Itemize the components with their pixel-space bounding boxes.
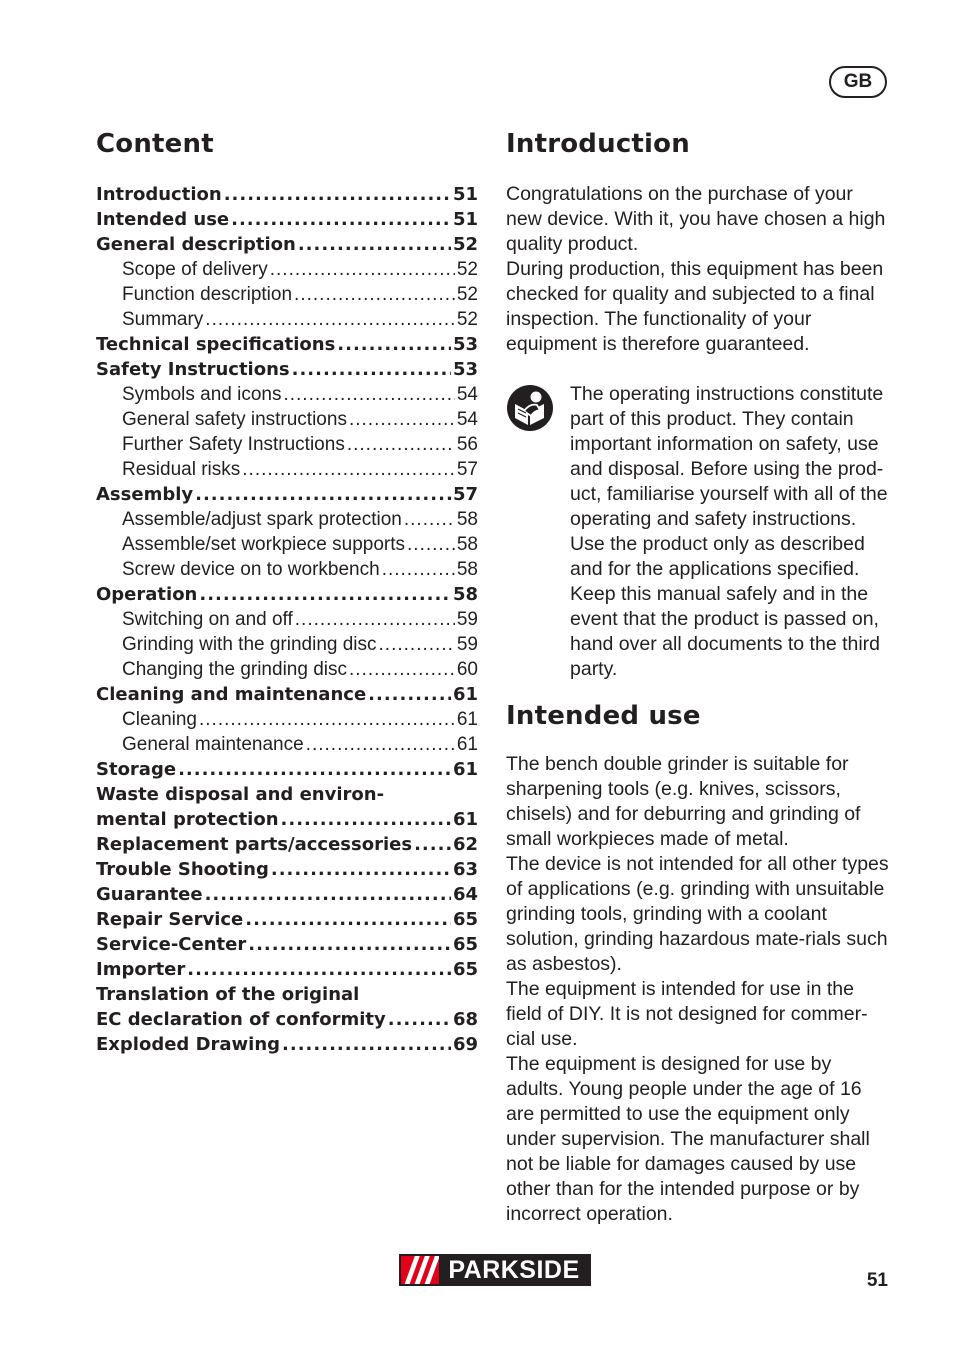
- toc-entry-page: 58: [452, 584, 478, 605]
- toc-entry-title: Cleaning and maintenance: [96, 684, 367, 705]
- toc-entry: [96, 307, 478, 332]
- toc-entry: [96, 682, 478, 707]
- toc-entry-title: Further Safety Instructions: [122, 434, 345, 455]
- toc-entry: [96, 657, 478, 682]
- toc-entry-title: Repair Service: [96, 909, 244, 930]
- toc-entry-page: 54: [456, 409, 478, 430]
- toc-leader-dots: [347, 432, 455, 457]
- toc-entry: [96, 607, 478, 632]
- toc-entry-title: Assemble/adjust spark protection: [122, 509, 402, 530]
- toc-entry-title: Trouble Shooting: [96, 859, 269, 880]
- toc-leader-dots: [298, 232, 451, 257]
- toc-leader-dots: [224, 182, 451, 207]
- intended-use-paragraph-1: The bench double grinder is suitable for sharpening tools (e.g. knives, scissors, chisels) and for deburring and grinding of small workpieces made of metal.: [506, 753, 861, 850]
- toc-entry-page: 53: [452, 359, 478, 380]
- toc-entry: [96, 1032, 478, 1057]
- toc-entry-title: Switching on and off: [122, 609, 293, 630]
- read-manual-icon: [506, 384, 554, 432]
- toc-entry-page: 61: [452, 759, 478, 780]
- toc-leader-dots: [407, 532, 455, 557]
- toc-entry-page: 58: [456, 534, 478, 555]
- toc-entry-page: 53: [452, 334, 478, 355]
- toc-entry: [96, 232, 478, 257]
- toc-entry-title: Function description: [122, 284, 293, 305]
- toc-entry-title: Cleaning: [122, 709, 197, 730]
- toc-leader-dots: [282, 1032, 451, 1057]
- toc-entry-page: 52: [456, 259, 478, 280]
- toc-entry-title: Importer: [96, 959, 186, 980]
- toc-entry: [96, 782, 478, 807]
- toc-entry-page: 65: [452, 934, 478, 955]
- toc-entry-page: 69: [452, 1034, 478, 1055]
- toc-entry-title: mental protection: [96, 809, 279, 830]
- toc-entry: [96, 807, 478, 832]
- toc-entry-title: Technical specifications: [96, 334, 336, 355]
- toc-leader-dots: [178, 757, 451, 782]
- toc-leader-dots: [283, 382, 454, 407]
- toc-entry-page: 52: [452, 234, 478, 255]
- parkside-logo: [399, 1254, 591, 1286]
- toc-leader-dots: [231, 207, 451, 232]
- toc-entry-title: Scope of delivery: [122, 259, 268, 280]
- toc-leader-dots: [295, 607, 455, 632]
- toc-leader-dots: [205, 307, 455, 332]
- toc-entry-page: 59: [456, 634, 478, 655]
- toc-leader-dots: [242, 457, 455, 482]
- toc-entry-title: Guarantee: [96, 884, 203, 905]
- text-column: [506, 126, 890, 1227]
- toc-leader-dots: [195, 482, 451, 507]
- toc-leader-dots: [271, 857, 451, 882]
- toc-entry-title: Intended use: [96, 209, 230, 230]
- toc-leader-dots: [248, 932, 451, 957]
- toc-entry-title: Introduction: [96, 184, 222, 205]
- introduction-paragraph-2: During production, this equipment has been checked for quality and subjected to a final inspection. The functionality of your equipment is therefore guaranteed.: [506, 258, 884, 355]
- logo-wordmark: PARKSIDE: [439, 1256, 589, 1284]
- toc-leader-dots: [404, 507, 455, 532]
- content-column: [96, 126, 478, 1057]
- toc-entry: [96, 732, 478, 757]
- toc-entry-page: 68: [452, 1009, 478, 1030]
- toc-entry: [96, 257, 478, 282]
- toc-entry-page: 64: [452, 884, 478, 905]
- toc-entry-title: General safety instructions: [122, 409, 347, 430]
- toc-entry-page: 51: [452, 209, 478, 230]
- toc-leader-dots: [337, 332, 451, 357]
- toc-entry-title: Operation: [96, 584, 198, 605]
- toc-entry-title: Assembly: [96, 484, 194, 505]
- toc-leader-dots: [245, 907, 451, 932]
- toc-entry-title: Summary: [122, 309, 204, 330]
- toc-entry: [96, 882, 478, 907]
- toc-entry: [96, 957, 478, 982]
- toc-entry-title: Screw device on to workbench: [122, 559, 380, 580]
- toc-entry-page: 62: [452, 834, 478, 855]
- toc-entry-title: Residual risks: [122, 459, 241, 480]
- toc-entry-title: General description: [96, 234, 296, 255]
- toc-entry-page: 65: [452, 959, 478, 980]
- toc-entry-title: Assemble/set workpiece supports: [122, 534, 406, 555]
- toc-entry: [96, 457, 478, 482]
- toc-entry: [96, 932, 478, 957]
- intended-use-paragraph-3: The equipment is intended for use in the field of DIY. It is not designed for commer-cial use.: [506, 978, 868, 1050]
- toc-entry-title: General maintenance: [122, 734, 304, 755]
- toc-leader-dots: [294, 282, 455, 307]
- toc-entry: [96, 532, 478, 557]
- toc-entry-title: Storage: [96, 759, 177, 780]
- toc-entry: [96, 382, 478, 407]
- toc-entry: [96, 582, 478, 607]
- toc-entry: [96, 757, 478, 782]
- toc-entry: [96, 357, 478, 382]
- toc-entry: [96, 282, 478, 307]
- toc-entry-page: 61: [452, 809, 478, 830]
- toc-entry-page: 58: [456, 509, 478, 530]
- toc-entry-page: 61: [456, 734, 478, 755]
- toc-entry-page: 61: [456, 709, 478, 730]
- intended-use-heading: Intended use: [506, 701, 701, 731]
- toc-entry: [96, 557, 478, 582]
- toc-entry-page: 58: [456, 559, 478, 580]
- toc-entry-title: Service-Center: [96, 934, 247, 955]
- toc-entry-page: 57: [452, 484, 478, 505]
- toc-entry-page: 52: [456, 309, 478, 330]
- toc-entry-page: 52: [456, 284, 478, 305]
- toc-entry: [96, 982, 478, 1007]
- toc-entry: [96, 332, 478, 357]
- toc-entry-page: 57: [456, 459, 478, 480]
- content-heading: Content: [96, 129, 214, 159]
- toc-entry: [96, 182, 478, 207]
- toc-entry-page: 51: [452, 184, 478, 205]
- toc-entry: [96, 507, 478, 532]
- toc-entry: [96, 407, 478, 432]
- toc-leader-dots: [199, 582, 451, 607]
- introduction-paragraph-1: Congratulations on the purchase of your new device. With it, you have chosen a high quality product.: [506, 183, 886, 255]
- toc-entry: [96, 432, 478, 457]
- toc-entry: [96, 907, 478, 932]
- manual-note: [506, 382, 890, 682]
- toc-entry-title: EC declaration of conformity: [96, 1009, 386, 1030]
- toc-entry-title: Grinding with the grinding disc: [122, 634, 377, 655]
- toc-leader-dots: [382, 557, 455, 582]
- toc-leader-dots: [292, 357, 451, 382]
- toc-leader-dots: [270, 257, 455, 282]
- toc-entry: [96, 482, 478, 507]
- toc-entry: [96, 707, 478, 732]
- toc-leader-dots: [414, 832, 451, 857]
- toc-entry-page: 60: [456, 659, 478, 680]
- toc-entry-page: 56: [456, 434, 478, 455]
- toc-entry-page: 54: [456, 384, 478, 405]
- intended-use-paragraph-2: The device is not intended for all other types of applications (e.g. grinding with unsuitable grinding tools, grinding with a coolant solution, grinding hazardous mate-rials such as asbestos).: [506, 853, 889, 975]
- toc-leader-dots: [368, 682, 451, 707]
- toc-entry-title: Exploded Drawing: [96, 1034, 281, 1055]
- toc-entry-title: Replacement parts/accessories: [96, 834, 413, 855]
- manual-note-text: The operating instructions constitute part of this product. They contain important information on safety, use and disposal. Before using the prod-uct, familiarise yourself with all of the operating and safety instructions. Use the product only as described and for the applications specified. Keep this manual safely and in the event that the product is passed on, hand over all documents to the third party.: [570, 383, 888, 680]
- toc-entry: [96, 857, 478, 882]
- toc-leader-dots: [306, 732, 455, 757]
- language-badge: GB: [829, 66, 887, 98]
- toc-entry: [96, 207, 478, 232]
- toc-leader-dots: [199, 707, 455, 732]
- table-of-contents: [96, 182, 478, 1057]
- toc-leader-dots: [349, 407, 455, 432]
- page-number: 51: [866, 1270, 888, 1291]
- toc-leader-dots: [379, 632, 455, 657]
- toc-leader-dots: [281, 807, 451, 832]
- toc-entry-title: Symbols and icons: [122, 384, 282, 405]
- toc-leader-dots: [205, 882, 451, 907]
- toc-leader-dots: [349, 657, 455, 682]
- toc-entry: [96, 632, 478, 657]
- toc-entry-page: 65: [452, 909, 478, 930]
- toc-entry-page: 59: [456, 609, 478, 630]
- toc-entry: [96, 832, 478, 857]
- toc-entry-page: 63: [452, 859, 478, 880]
- introduction-heading: Introduction: [506, 129, 690, 159]
- toc-leader-dots: [388, 1007, 451, 1032]
- toc-entry-title: Waste disposal and environ-: [96, 784, 385, 805]
- toc-entry-page: 61: [452, 684, 478, 705]
- toc-entry-title: Changing the grinding disc: [122, 659, 347, 680]
- toc-leader-dots: [187, 957, 451, 982]
- toc-entry-title: Safety Instructions: [96, 359, 290, 380]
- intended-use-paragraph-4: The equipment is designed for use by adults. Young people under the age of 16 are permitted to use the equipment only under supervision. The manufacturer shall not be liable for damages caused by use other than for the intended purpose or by incorrect operation.: [506, 1053, 870, 1225]
- toc-entry-title: Translation of the original: [96, 984, 360, 1005]
- toc-entry: [96, 1007, 478, 1032]
- logo-stripes: [401, 1256, 439, 1284]
